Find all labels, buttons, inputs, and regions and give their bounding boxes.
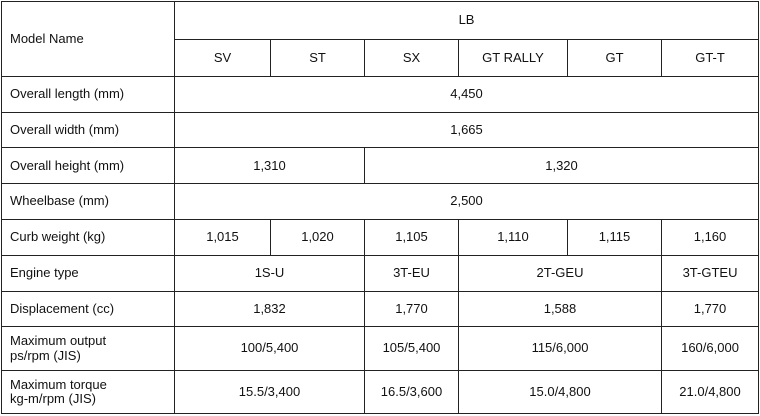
header-row-body-type (2, 2, 759, 40)
max-torque-label-line2: kg-m/rpm (JIS) (10, 390, 96, 406)
max-torque-gt-t: 21.0/4,800 (662, 370, 759, 413)
specifications-table (1, 1, 759, 414)
overall-height-label: Overall height (mm) (2, 148, 175, 184)
engine-type-gt-rally-gt: 2T-GEU (459, 255, 662, 291)
engine-type-label: Engine type (2, 255, 175, 291)
displacement-gt-rally-gt: 1,588 (459, 291, 662, 327)
overall-length-value: 4,450 (175, 76, 759, 112)
row-overall-width (2, 112, 759, 148)
grade-gt-t: GT-T (662, 39, 759, 76)
overall-width-label: Overall width (mm) (2, 112, 175, 148)
grade-gt-rally: GT RALLY (459, 39, 568, 76)
engine-type-gt-t: 3T-GTEU (662, 255, 759, 291)
curb-weight-gt-rally: 1,110 (459, 220, 568, 256)
max-output-sx: 105/5,400 (365, 327, 459, 370)
max-torque-sx: 16.5/3,600 (365, 370, 459, 413)
max-torque-gt-rally-gt: 15.0/4,800 (459, 370, 662, 413)
displacement-sx: 1,770 (365, 291, 459, 327)
body-type-header: LB (175, 2, 759, 40)
engine-type-sx: 3T-EU (365, 255, 459, 291)
row-max-torque (2, 370, 759, 413)
max-output-gt-rally-gt: 115/6,000 (459, 327, 662, 370)
model-name-header: Model Name (2, 2, 175, 77)
grade-sx: SX (365, 39, 459, 76)
grade-sv: SV (175, 39, 271, 76)
max-output-gt-t: 160/6,000 (662, 327, 759, 370)
row-overall-length (2, 76, 759, 112)
max-torque-sv-st: 15.5/3,400 (175, 370, 365, 413)
engine-type-sv-st: 1S-U (175, 255, 365, 291)
row-overall-height (2, 148, 759, 184)
max-output-sv-st: 100/5,400 (175, 327, 365, 370)
displacement-sv-st: 1,832 (175, 291, 365, 327)
grade-gt: GT (568, 39, 662, 76)
row-displacement (2, 291, 759, 327)
row-wheelbase (2, 184, 759, 220)
curb-weight-sx: 1,105 (365, 220, 459, 256)
max-torque-label (2, 370, 175, 413)
displacement-label: Displacement (cc) (2, 291, 175, 327)
overall-length-label: Overall length (mm) (2, 76, 175, 112)
overall-height-value-sx-gtt: 1,320 (365, 148, 759, 184)
max-output-label-line2: ps/rpm (JIS) (10, 347, 81, 363)
curb-weight-sv: 1,015 (175, 220, 271, 256)
curb-weight-label: Curb weight (kg) (2, 220, 175, 256)
curb-weight-gt: 1,115 (568, 220, 662, 256)
overall-height-value-sv-st: 1,310 (175, 148, 365, 184)
max-output-label (2, 327, 175, 370)
grade-st: ST (271, 39, 365, 76)
max-output-label-line1: Maximum output (10, 333, 107, 349)
curb-weight-st: 1,020 (271, 220, 365, 256)
row-max-output (2, 327, 759, 370)
row-engine-type (2, 255, 759, 291)
row-curb-weight (2, 220, 759, 256)
curb-weight-gt-t: 1,160 (662, 220, 759, 256)
wheelbase-label: Wheelbase (mm) (2, 184, 175, 220)
wheelbase-value: 2,500 (175, 184, 759, 220)
displacement-gt-t: 1,770 (662, 291, 759, 327)
overall-width-value: 1,665 (175, 112, 759, 148)
max-torque-label-line1: Maximum torque (10, 376, 107, 392)
